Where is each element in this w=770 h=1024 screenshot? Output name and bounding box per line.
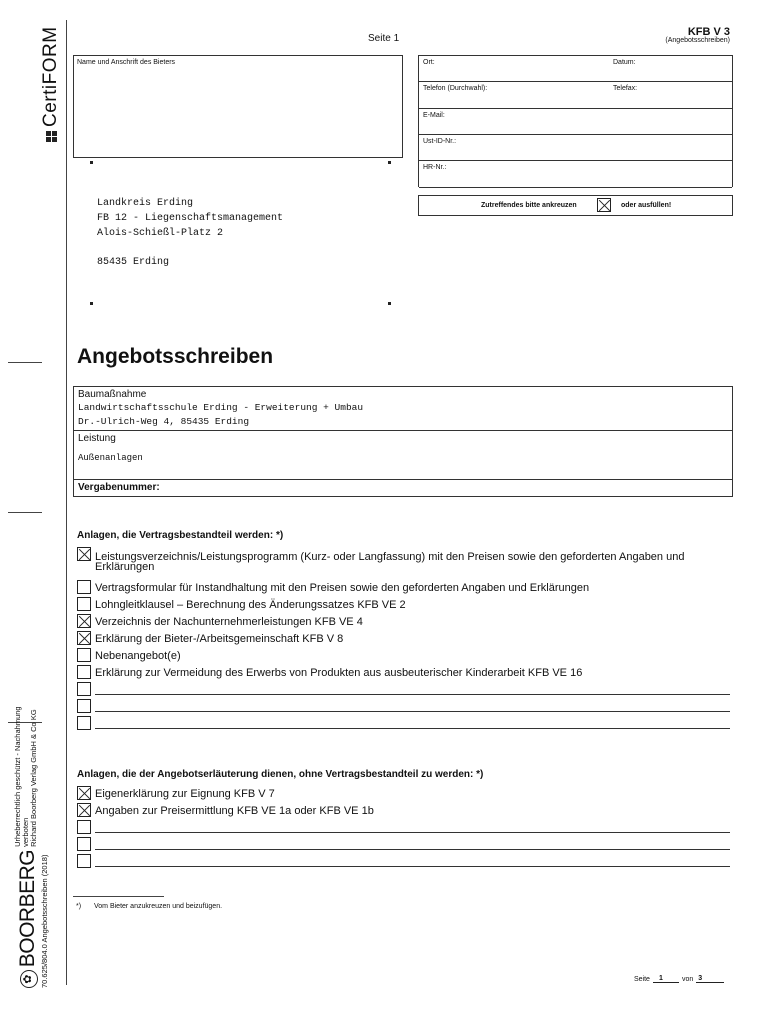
publisher-full: Richard Boorberg Verlag GmbH & Co KG — [29, 709, 38, 847]
ort-label: Ort: — [423, 59, 435, 66]
window-corner-mark — [388, 161, 391, 164]
telefon-label: Telefon (Durchwahl): — [423, 85, 488, 92]
footnote-text: Vom Bieter anzukreuzen und beizufügen. — [94, 903, 223, 910]
blank-entry-line[interactable] — [95, 711, 730, 712]
item-label: Erklärungen — [95, 561, 155, 573]
bau-value: Landwirtschaftsschule Erding - Erweiterung + Umbau — [78, 402, 364, 413]
brand-name: CertiFORM — [40, 26, 61, 127]
seite-label: Seite — [634, 976, 650, 983]
item-label: Angaben zur Preisermittlung KFB VE 1a oder KFB VE 1b — [95, 805, 374, 817]
vergabe-label: Vergabenummer: — [78, 482, 160, 493]
grid-icon — [46, 131, 57, 142]
leistung-label: Leistung — [78, 433, 116, 444]
von-label: von — [681, 976, 694, 983]
recipient-line: Landkreis Erding — [97, 198, 194, 209]
item-label: Erklärung zur Vermeidung des Erwerbs von Produkten aus ausbeuterischer Kinderarbeit KFB VE 16 — [95, 667, 583, 679]
leistung-value: Außenanlagen — [78, 453, 143, 463]
item-label: Lohngleitklausel – Berechnung des Änderungssatzes KFB VE 2 — [95, 599, 406, 611]
footnote-rule — [73, 896, 164, 897]
window-corner-mark — [90, 302, 93, 305]
checkbox-preisermittlung[interactable] — [77, 803, 91, 817]
datum-label: Datum: — [613, 59, 636, 66]
telefax-label: Telefax: — [613, 85, 638, 92]
recipient-line: Alois-Schießl-Platz 2 — [97, 228, 224, 239]
section1-heading: Anlagen, die Vertragsbestandteil werden: *) — [77, 530, 284, 541]
blank-entry-line[interactable] — [95, 849, 730, 850]
hr-row[interactable] — [419, 161, 732, 188]
boorberg-logo — [14, 678, 60, 988]
checkbox-blank[interactable] — [77, 837, 91, 851]
current-page: 1 — [653, 975, 679, 983]
hint-after: oder ausfüllen! — [621, 202, 672, 209]
ustid-row[interactable] — [419, 135, 732, 161]
checkbox-blank[interactable] — [77, 699, 91, 713]
checkbox-blank[interactable] — [77, 716, 91, 730]
telefon-row[interactable] — [419, 82, 732, 109]
item-label: Nebenangebot(e) — [95, 650, 181, 662]
item-label: Vertragsformular für Instandhaltung mit den Preisen sowie den geforderten Angaben und Erklärungen — [95, 582, 590, 594]
margin-line — [66, 20, 67, 985]
recipient-zip: 85435 Erding — [97, 257, 170, 268]
item-label: Eigenerklärung zur Eignung KFB V 7 — [95, 788, 275, 800]
blank-entry-line[interactable] — [95, 866, 730, 867]
checkbox-kinderarbeit[interactable] — [77, 665, 91, 679]
bidder-label: Name und Anschrift des Bieters — [77, 59, 176, 66]
checkbox-blank[interactable] — [77, 854, 91, 868]
copyright-text: Urheberrechtlich geschützt - Nachahmung verboten — [13, 706, 30, 847]
checkbox-lohngleitklausel[interactable] — [77, 597, 91, 611]
seal-icon: ✿ — [20, 970, 38, 988]
window-corner-mark — [90, 161, 93, 164]
total-pages: 3 — [696, 975, 724, 983]
item-label: Leistungsverzeichnis/Leistungsprogramm (Kurz- oder Langfassung) mit den Preisen sowie den geforderten Angaben und — [95, 551, 685, 563]
form-code: 70.625/804.0 Angebotsschreiben (2018) — [40, 854, 49, 988]
form-title: KFB V 3 — [687, 26, 730, 38]
section2-heading: Anlagen, die der Angebotserläuterung dienen, ohne Vertragsbestandteil zu werden: *) — [77, 769, 484, 780]
item-label: Erklärung der Bieter-/Arbeitsgemeinschaft KFB V 8 — [95, 633, 344, 645]
page-counter — [634, 975, 724, 983]
ort-datum-row[interactable] — [419, 56, 732, 82]
certiform-logo — [40, 26, 62, 142]
contact-box — [418, 55, 733, 187]
footnote-mark: *) — [76, 903, 82, 910]
blank-entry-line[interactable] — [95, 728, 730, 729]
email-row[interactable] — [419, 109, 732, 135]
fold-mark — [8, 362, 42, 363]
hr-label: HR-Nr.: — [423, 164, 447, 171]
form-subtitle: (Angebotsschreiben) — [665, 37, 730, 44]
checkbox-eignung[interactable] — [77, 786, 91, 800]
project-box — [73, 386, 733, 497]
checkbox-nebenangebot[interactable] — [77, 648, 91, 662]
hint-before: Zutreffendes bitte ankreuzen — [481, 202, 577, 209]
bau-address: Dr.-Ulrich-Weg 4, 85435 Erding — [78, 416, 250, 427]
window-corner-mark — [388, 302, 391, 305]
page-title: Angebotsschreiben — [77, 345, 274, 368]
email-label: E-Mail: — [423, 112, 445, 119]
bau-label: Baumaßnahme — [78, 389, 147, 400]
checkbox-vertragsformular[interactable] — [77, 580, 91, 594]
checkbox-blank[interactable] — [77, 682, 91, 696]
example-checkbox-icon — [597, 198, 611, 212]
hint-box — [418, 195, 733, 216]
checkbox-leistungsverzeichnis[interactable] — [77, 547, 91, 561]
page-number: Seite 1 — [368, 33, 400, 44]
fold-mark — [8, 512, 42, 513]
checkbox-blank[interactable] — [77, 820, 91, 834]
publisher-name: BOORBERG — [16, 849, 39, 968]
blank-entry-line[interactable] — [95, 694, 730, 695]
blank-entry-line[interactable] — [95, 832, 730, 833]
bidder-box[interactable] — [73, 55, 403, 158]
recipient-line: FB 12 - Liegenschaftsmanagement — [97, 213, 284, 224]
ustid-label: Ust-ID-Nr.: — [423, 138, 457, 145]
item-label: Verzeichnis der Nachunternehmerleistungen KFB VE 4 — [95, 616, 363, 628]
checkbox-arbeitsgemeinschaft[interactable] — [77, 631, 91, 645]
checkbox-nachunternehmer[interactable] — [77, 614, 91, 628]
